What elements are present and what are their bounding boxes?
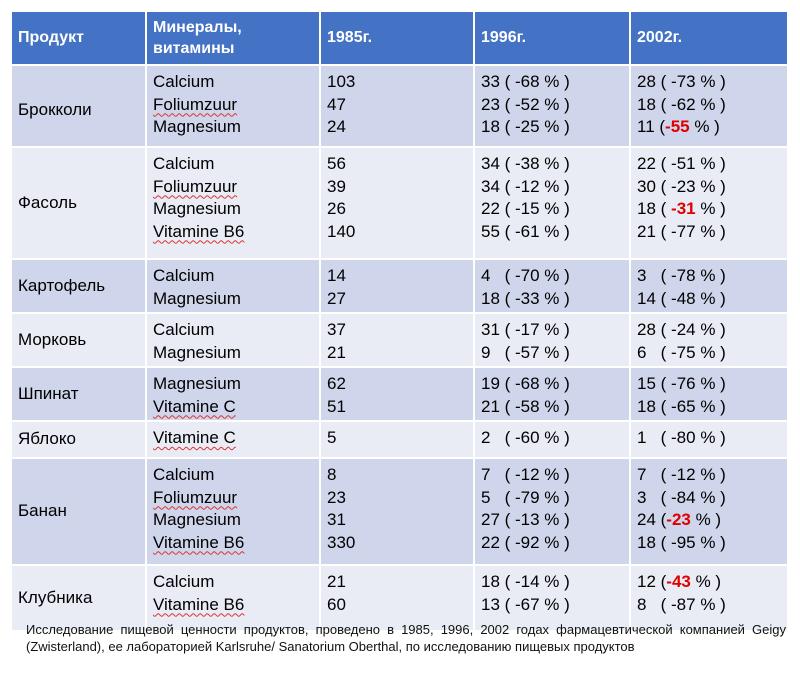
nutrient-name xyxy=(153,288,319,311)
value-1996-text: 33 ( -68 % ) xyxy=(481,72,570,91)
value-1996-cell xyxy=(474,147,630,259)
value-1996-text: 9 ( -57 % ) xyxy=(481,342,570,362)
value-1985-cell xyxy=(320,313,474,367)
value-2002-percent: -95 xyxy=(671,532,696,552)
value-1996-text: 55 ( -61 % ) xyxy=(481,221,570,241)
value-1996 xyxy=(481,319,629,342)
value-2002 xyxy=(637,198,787,221)
value-2002-prefix: 3 ( xyxy=(637,487,672,507)
value-1996-cell xyxy=(474,367,630,421)
value-2002-prefix: 8 ( xyxy=(637,594,672,614)
nutrient-cell xyxy=(146,259,320,313)
value-2002-percent: -23 xyxy=(671,176,696,196)
value-1985 xyxy=(327,221,473,244)
value-1996 xyxy=(481,509,629,532)
value-2002 xyxy=(637,153,787,176)
value-1985-text: 26 xyxy=(327,199,346,218)
nutrient-name-text: Calcium xyxy=(153,266,215,285)
value-2002-prefix: 18 ( xyxy=(637,396,672,416)
value-1996-text: 22 ( -92 % ) xyxy=(481,532,570,552)
value-1985-cell xyxy=(320,259,474,313)
value-2002 xyxy=(637,116,787,139)
nutrition-table xyxy=(12,12,789,632)
value-2002-suffix: % ) xyxy=(690,572,722,591)
value-1985 xyxy=(327,94,473,117)
value-1985 xyxy=(327,396,473,419)
nutrient-name-text: Calcium xyxy=(153,465,215,484)
value-2002-percent: -76 xyxy=(671,374,696,393)
value-1985 xyxy=(327,319,473,342)
value-2002-suffix: % ) xyxy=(695,72,726,91)
value-2002-cell xyxy=(630,458,788,565)
header-2002: 2002г. xyxy=(630,12,788,65)
nutrient-name-text: Magnesium xyxy=(153,510,241,529)
nutrient-name-text: Calcium xyxy=(153,72,215,91)
value-1985-text: 103 xyxy=(327,72,356,91)
highlighted-percent: -23 xyxy=(666,510,691,529)
nutrient-name xyxy=(153,265,319,288)
header-1985: 1985г. xyxy=(320,12,474,65)
value-1985-text: 60 xyxy=(327,594,346,614)
nutrient-name-text: Calcium xyxy=(153,320,215,339)
value-2002-prefix: 24 ( xyxy=(637,510,667,529)
highlighted-percent: -31 xyxy=(671,199,696,218)
value-1996-cell xyxy=(474,458,630,565)
table-body xyxy=(12,65,788,631)
value-2002-suffix: % ) xyxy=(695,288,726,308)
value-2002-prefix: 28 ( xyxy=(637,72,672,91)
value-2002-prefix: 30 ( xyxy=(637,176,672,196)
nutrient-cell xyxy=(146,421,320,458)
value-1996-text: 13 ( -67 % ) xyxy=(481,594,570,614)
value-2002-percent: -51 xyxy=(671,154,696,173)
nutrient-name xyxy=(153,342,319,365)
value-2002-prefix: 7 ( xyxy=(637,465,672,484)
value-1985-text: 24 xyxy=(327,117,346,136)
value-1996 xyxy=(481,487,629,510)
value-1996 xyxy=(481,396,629,419)
value-1996 xyxy=(481,265,629,288)
table-row xyxy=(12,65,788,147)
nutrient-name-text: Foliumzuur xyxy=(153,94,238,114)
header-row xyxy=(12,12,788,65)
value-2002-suffix: % ) xyxy=(695,487,726,507)
value-2002-prefix: 14 ( xyxy=(637,288,672,308)
nutrient-name xyxy=(153,71,319,94)
value-1985 xyxy=(327,265,473,288)
header-minerals-line2: витамины xyxy=(153,40,235,57)
value-2002-percent: -80 xyxy=(671,428,696,447)
value-2002-prefix: 1 ( xyxy=(637,428,672,447)
value-1996 xyxy=(481,373,629,396)
value-2002 xyxy=(637,396,787,419)
value-2002-percent: -62 xyxy=(671,94,696,114)
value-2002 xyxy=(637,509,787,532)
value-2002 xyxy=(637,221,787,244)
nutrient-cell xyxy=(146,458,320,565)
nutrient-name-text: Foliumzuur xyxy=(153,176,238,196)
value-1985-text: 5 xyxy=(327,428,337,447)
nutrient-name xyxy=(153,509,319,532)
value-2002-percent: -48 xyxy=(671,288,696,308)
value-1985-cell xyxy=(320,458,474,565)
value-2002-suffix: % ) xyxy=(695,176,726,196)
value-1996 xyxy=(481,532,629,555)
value-1996-text: 22 ( -15 % ) xyxy=(481,199,570,218)
value-1996-text: 21 ( -58 % ) xyxy=(481,396,570,416)
value-1985-text: 21 xyxy=(327,342,346,362)
nutrient-name xyxy=(153,594,319,617)
value-1985 xyxy=(327,571,473,594)
value-2002-cell xyxy=(630,421,788,458)
value-2002-suffix: % ) xyxy=(695,342,726,362)
header-1996: 1996г. xyxy=(474,12,630,65)
value-2002-suffix: % ) xyxy=(689,117,720,136)
value-2002-suffix: % ) xyxy=(695,94,726,114)
value-1996-text: 31 ( -17 % ) xyxy=(481,320,570,339)
value-1996 xyxy=(481,464,629,487)
value-1985 xyxy=(327,487,473,510)
value-2002-suffix: % ) xyxy=(690,510,722,529)
nutrient-cell xyxy=(146,367,320,421)
nutrient-name-text: Magnesium xyxy=(153,342,241,362)
table-row xyxy=(12,147,788,259)
highlighted-percent: -43 xyxy=(666,572,691,591)
value-1985 xyxy=(327,288,473,311)
value-2002 xyxy=(637,487,787,510)
nutrient-name xyxy=(153,464,319,487)
nutrient-name xyxy=(153,94,319,117)
value-1996-text: 18 ( -25 % ) xyxy=(481,117,570,136)
value-2002 xyxy=(637,594,787,617)
value-1985-cell xyxy=(320,147,474,259)
table-row xyxy=(12,367,788,421)
nutrient-name xyxy=(153,319,319,342)
value-2002-prefix: 18 ( xyxy=(637,199,672,218)
value-1996 xyxy=(481,288,629,311)
value-1985 xyxy=(327,464,473,487)
value-1985 xyxy=(327,176,473,199)
nutrient-name-text: Calcium xyxy=(153,572,215,591)
nutrient-name-text: Foliumzuur xyxy=(153,487,238,507)
value-2002 xyxy=(637,288,787,311)
header-minerals-line1: Минералы, xyxy=(153,19,242,36)
value-1996-cell xyxy=(474,313,630,367)
footnote: Исследование пищевой ценности продуктов, проведено в 1985, 1996, 2002 годах фармацевтической компанией Geigy (Zwisterland), ее лабораторией Karlsruhe/ Sanatorium Oberthal, по исследованию пищевых продуктов xyxy=(26,622,786,654)
value-1996 xyxy=(481,176,629,199)
nutrient-name-text: Vitamine C xyxy=(153,396,236,416)
nutrient-name xyxy=(153,176,319,199)
value-2002-percent: -77 xyxy=(671,221,696,241)
table-row xyxy=(12,421,788,458)
nutrient-name-text: Vitamine C xyxy=(153,428,236,447)
value-2002-prefix: 12 ( xyxy=(637,572,667,591)
value-1996 xyxy=(481,594,629,617)
value-1985-text: 37 xyxy=(327,320,346,339)
value-2002-prefix: 21 ( xyxy=(637,221,672,241)
value-1985-text: 8 xyxy=(327,465,337,484)
nutrient-name xyxy=(153,221,319,244)
value-1996 xyxy=(481,198,629,221)
value-1985-text: 330 xyxy=(327,532,356,552)
value-1985 xyxy=(327,373,473,396)
nutrient-name-text: Vitamine B6 xyxy=(153,594,245,614)
value-2002-suffix: % ) xyxy=(695,465,726,484)
product-cell: Шпинат xyxy=(12,367,146,421)
value-2002-percent: -84 xyxy=(671,487,696,507)
value-1985-text: 51 xyxy=(327,396,346,416)
table-row xyxy=(12,458,788,565)
value-1996-text: 18 ( -14 % ) xyxy=(481,572,570,591)
value-2002 xyxy=(637,571,787,594)
value-1996 xyxy=(481,342,629,365)
value-2002-percent: -73 xyxy=(671,72,696,91)
nutrient-cell xyxy=(146,147,320,259)
nutrient-cell xyxy=(146,65,320,147)
value-2002 xyxy=(637,94,787,117)
nutrient-name-text: Magnesium xyxy=(153,288,241,308)
value-1996 xyxy=(481,116,629,139)
nutrient-name-text: Magnesium xyxy=(153,117,241,136)
value-1985 xyxy=(327,427,473,450)
nutrient-name xyxy=(153,373,319,396)
nutrient-name-text: Magnesium xyxy=(153,199,241,218)
value-1996-text: 7 ( -12 % ) xyxy=(481,465,570,484)
nutrient-name xyxy=(153,571,319,594)
value-2002-prefix: 18 ( xyxy=(637,94,672,114)
value-1996-text: 2 ( -60 % ) xyxy=(481,428,570,447)
product-cell: Картофель xyxy=(12,259,146,313)
value-1996 xyxy=(481,221,629,244)
value-2002 xyxy=(637,464,787,487)
value-1996-text: 4 ( -70 % ) xyxy=(481,266,570,285)
value-1985-text: 39 xyxy=(327,176,346,196)
value-2002 xyxy=(637,373,787,396)
value-1996-cell xyxy=(474,65,630,147)
value-2002-prefix: 15 ( xyxy=(637,374,672,393)
product-cell: Фасоль xyxy=(12,147,146,259)
product-cell: Банан xyxy=(12,458,146,565)
nutrient-name-text: Calcium xyxy=(153,154,215,173)
value-1985-cell xyxy=(320,367,474,421)
value-1996-text: 27 ( -13 % ) xyxy=(481,510,570,529)
nutrient-name xyxy=(153,116,319,139)
nutrient-cell xyxy=(146,313,320,367)
value-2002-cell xyxy=(630,367,788,421)
value-2002 xyxy=(637,342,787,365)
value-1985-text: 56 xyxy=(327,154,346,173)
value-1985 xyxy=(327,198,473,221)
value-2002 xyxy=(637,265,787,288)
value-1985-text: 14 xyxy=(327,266,346,285)
value-2002-suffix: % ) xyxy=(695,396,726,416)
value-2002-suffix: % ) xyxy=(695,221,726,241)
value-2002-cell xyxy=(630,313,788,367)
nutrient-name xyxy=(153,427,319,450)
value-1996 xyxy=(481,71,629,94)
value-1985-text: 21 xyxy=(327,572,346,591)
value-2002-percent: -78 xyxy=(671,266,696,285)
value-1985-text: 23 xyxy=(327,487,346,507)
highlighted-percent: -55 xyxy=(665,117,690,136)
value-1985-text: 47 xyxy=(327,94,346,114)
nutrient-name-text: Magnesium xyxy=(153,374,241,393)
value-1985-text: 27 xyxy=(327,288,346,308)
value-2002 xyxy=(637,176,787,199)
value-2002-prefix: 18 ( xyxy=(637,532,672,552)
value-2002-percent: -87 xyxy=(671,594,696,614)
value-1996-text: 23 ( -52 % ) xyxy=(481,94,570,114)
header-minerals xyxy=(146,12,320,65)
value-2002-cell xyxy=(630,259,788,313)
nutrient-name xyxy=(153,396,319,419)
value-2002-prefix: 11 ( xyxy=(637,117,666,136)
product-cell: Морковь xyxy=(12,313,146,367)
value-1985 xyxy=(327,116,473,139)
value-2002-percent: -24 xyxy=(671,320,696,339)
value-2002-suffix: % ) xyxy=(695,428,726,447)
value-1985-text: 140 xyxy=(327,221,356,241)
nutrient-name-text: Vitamine B6 xyxy=(153,221,245,241)
value-2002-suffix: % ) xyxy=(695,532,726,552)
product-cell: Брокколи xyxy=(12,65,146,147)
value-2002-percent: -75 xyxy=(671,342,696,362)
value-1985-text: 62 xyxy=(327,374,346,393)
value-2002-cell xyxy=(630,147,788,259)
value-1985 xyxy=(327,594,473,617)
value-2002-prefix: 22 ( xyxy=(637,154,672,173)
nutrient-name xyxy=(153,532,319,555)
value-1996 xyxy=(481,94,629,117)
value-1985 xyxy=(327,342,473,365)
value-2002-cell xyxy=(630,65,788,147)
value-1985 xyxy=(327,71,473,94)
value-2002-prefix: 3 ( xyxy=(637,266,672,285)
value-2002 xyxy=(637,71,787,94)
nutrient-name-text: Vitamine B6 xyxy=(153,532,245,552)
value-1996 xyxy=(481,571,629,594)
value-1985-cell xyxy=(320,65,474,147)
value-2002-prefix: 28 ( xyxy=(637,320,672,339)
nutrient-name xyxy=(153,487,319,510)
value-2002-suffix: % ) xyxy=(695,374,726,393)
product-cell: Клубника xyxy=(12,565,146,631)
value-2002-percent: -65 xyxy=(671,396,696,416)
value-2002-suffix: % ) xyxy=(695,320,726,339)
value-1996-text: 5 ( -79 % ) xyxy=(481,487,570,507)
product-cell: Яблоко xyxy=(12,421,146,458)
value-2002-suffix: % ) xyxy=(695,266,726,285)
table-row xyxy=(12,259,788,313)
value-1996 xyxy=(481,427,629,450)
value-1985 xyxy=(327,509,473,532)
value-2002-prefix: 6 ( xyxy=(637,342,672,362)
value-1996 xyxy=(481,153,629,176)
nutrient-name xyxy=(153,153,319,176)
value-1996-text: 34 ( -12 % ) xyxy=(481,176,570,196)
table-row xyxy=(12,313,788,367)
value-1985-cell xyxy=(320,421,474,458)
value-1985 xyxy=(327,532,473,555)
value-2002-suffix: % ) xyxy=(695,594,726,614)
nutrient-name xyxy=(153,198,319,221)
value-2002 xyxy=(637,532,787,555)
value-1996-cell xyxy=(474,259,630,313)
value-2002-suffix: % ) xyxy=(695,199,726,218)
value-1985 xyxy=(327,153,473,176)
value-1985-text: 31 xyxy=(327,510,346,529)
header-product: Продукт xyxy=(12,12,146,65)
value-1996-text: 34 ( -38 % ) xyxy=(481,154,570,173)
value-1996-cell xyxy=(474,421,630,458)
value-2002 xyxy=(637,319,787,342)
value-1996-text: 18 ( -33 % ) xyxy=(481,288,570,308)
value-2002-percent: -12 xyxy=(671,465,696,484)
value-1996-text: 19 ( -68 % ) xyxy=(481,374,570,393)
value-2002-suffix: % ) xyxy=(695,154,726,173)
value-2002 xyxy=(637,427,787,450)
